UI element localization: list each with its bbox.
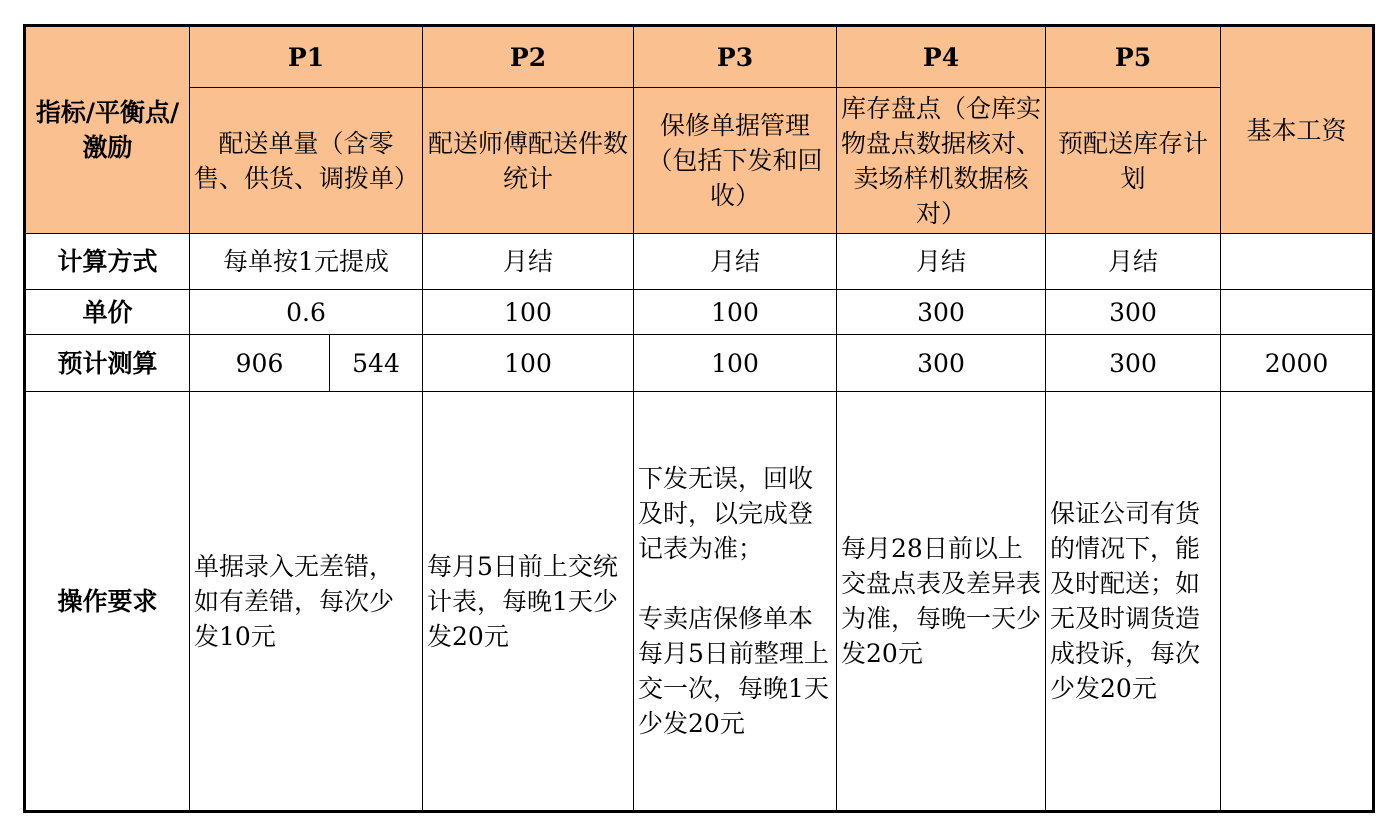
price-p4: 300: [837, 290, 1046, 335]
estimate-row: [25, 335, 1374, 392]
price-p1: 0.6: [190, 290, 423, 335]
ops-row: [25, 392, 1374, 812]
ops-label: 操作要求: [25, 392, 190, 812]
p5-desc: 预配送库存计划: [1046, 88, 1221, 234]
p4-desc: 库存盘点（仓库实物盘点数据核对、卖场样机数据核对）: [837, 88, 1046, 234]
p3-desc: 保修单据管理（包括下发和回收）: [634, 88, 837, 234]
price-p5: 300: [1046, 290, 1221, 335]
estimate-label: 预计测算: [25, 335, 190, 392]
ops-p5: 保证公司有货的情况下，能及时配送；如无及时调货造成投诉，每次少发20元: [1046, 392, 1221, 812]
estimate-p1a: 906: [190, 335, 330, 392]
ops-p2: 每月5日前上交统计表，每晚1天少发20元: [423, 392, 634, 812]
ops-p4: 每月28日前以上交盘点表及差异表为准，每晚一天少发20元: [837, 392, 1046, 812]
estimate-p2: 100: [423, 335, 634, 392]
estimate-p1b: 544: [330, 335, 423, 392]
p1-desc: 配送单量（含零售、供货、调拨单）: [190, 88, 423, 234]
price-p3: 100: [634, 290, 837, 335]
p4-header: P4: [837, 26, 1046, 88]
kpi-table: [23, 24, 1375, 813]
ops-p1: 单据录入无差错，如有差错，每次少发10元: [190, 392, 423, 812]
calc-p2: 月结: [423, 234, 634, 290]
calc-p1: 每单按1元提成: [190, 234, 423, 290]
estimate-base: 2000: [1221, 335, 1374, 392]
price-p2: 100: [423, 290, 634, 335]
calc-p5: 月结: [1046, 234, 1221, 290]
calc-row: [25, 234, 1374, 290]
base-salary-header: 基本工资: [1221, 26, 1374, 234]
estimate-p3: 100: [634, 335, 837, 392]
price-label: 单价: [25, 290, 190, 335]
calc-base: [1221, 234, 1374, 290]
calc-p4: 月结: [837, 234, 1046, 290]
p1-header: P1: [190, 26, 423, 88]
estimate-p4: 300: [837, 335, 1046, 392]
estimate-p5: 300: [1046, 335, 1221, 392]
p2-desc: 配送师傅配送件数统计: [423, 88, 634, 234]
p5-header: P5: [1046, 26, 1221, 88]
price-row: [25, 290, 1374, 335]
p2-header: P2: [423, 26, 634, 88]
ops-base: [1221, 392, 1374, 812]
corner-header: 指标/平衡点/激励: [25, 26, 190, 234]
ops-p3-part-b: 专卖店保修单本每月5日前整理上交一次，每晚1天少发20元: [638, 604, 829, 738]
p3-header: P3: [634, 26, 837, 88]
calc-label: 计算方式: [25, 234, 190, 290]
ops-p3-part-a: 下发无误，回收及时，以完成登记表为准；: [638, 464, 814, 563]
price-base: [1221, 290, 1374, 335]
calc-p3: 月结: [634, 234, 837, 290]
header-row-desc: [25, 88, 1374, 234]
header-row-top: [25, 26, 1374, 88]
ops-p3: [634, 392, 837, 812]
